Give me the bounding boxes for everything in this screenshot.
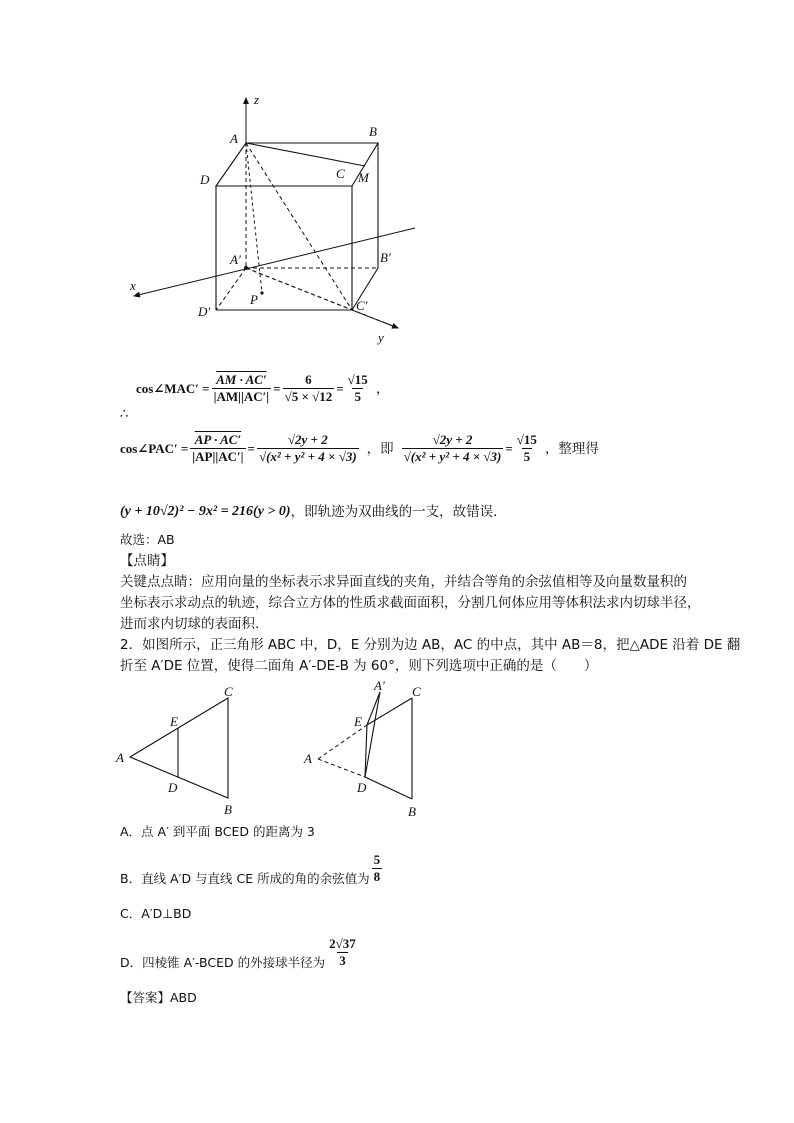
- eq1-eq: =: [273, 380, 281, 396]
- fig3-label-A: A: [304, 751, 312, 766]
- option-b: [120, 852, 384, 889]
- therefore-symbol: ∴: [120, 406, 129, 422]
- label-M: M: [358, 170, 369, 185]
- eq2-num3: √2y + 2: [432, 432, 473, 447]
- option-b-num: 5: [373, 852, 381, 867]
- label-B: B: [369, 124, 377, 139]
- label-D: D: [200, 172, 210, 187]
- problem2-line-1: 2．如图所示，正三角形 ABC 中，D，E 分别为边 AB，AC 的中点，其中 AB＝8，把△ADE 沿着 DE 翻: [120, 637, 741, 653]
- fig3-label-E: E: [354, 714, 362, 729]
- eq1-eq2: =: [336, 380, 344, 396]
- eq2-den: |AP||AC′|: [192, 449, 244, 464]
- eq1-num: AM · AC′: [216, 372, 267, 387]
- option-b-text: B．直线 A′D 与直线 CE 所成的角的余弦值为: [120, 871, 370, 886]
- option-d-text: D．四棱锥 A′-BCED 的外接球半径为: [120, 955, 326, 970]
- eq2-tail: ，整理得: [544, 440, 599, 457]
- fig2-label-D: D: [168, 780, 178, 795]
- eq1-frac3: [346, 372, 370, 405]
- eq2-sep: ，即: [366, 440, 394, 457]
- eq2-eq3: =: [505, 440, 513, 456]
- eq2-frac1: [190, 432, 245, 465]
- fig2-label-C: C: [224, 684, 233, 699]
- label-P: P: [250, 292, 258, 307]
- dianjing-line-2: 坐标表示求动点的轨迹，综合立方体的性质求截面面积，分割几何体应用等体积法求内切球半径，: [120, 595, 701, 611]
- equation-3: [120, 502, 497, 522]
- eq2-frac4: [515, 432, 539, 465]
- eq1-lhs: cos∠MAC′ =: [136, 380, 210, 396]
- eq2-num2: √2y + 2: [287, 432, 328, 447]
- label-A: A: [230, 131, 238, 146]
- eq3-expr: (y + 10√2)² − 9x² = 216(y > 0): [120, 504, 291, 519]
- problem2-line-2: 折至 A′DE 位置，使得二面角 A′-DE-B 为 60°，则下列选项中正确的是（ ）: [120, 658, 598, 674]
- option-c: C．A′D⊥BD: [120, 906, 192, 921]
- eq1-den2: √5 × √12: [284, 389, 333, 404]
- eq2-num4: √15: [516, 432, 537, 447]
- choice-line: 故选：AB: [120, 532, 175, 547]
- eq2-lhs: cos∠PAC′ =: [120, 440, 189, 456]
- label-z: z: [254, 92, 260, 107]
- cube-figure: [120, 88, 420, 350]
- label-x: x: [130, 278, 136, 293]
- dianjing-line-3: 进而求内切球的表面积.: [120, 616, 260, 632]
- eq2-den3: √(x² + y² + 4 × √3): [403, 449, 502, 464]
- eq2-den4: 5: [523, 449, 531, 464]
- dianjing-title: 【点睛】: [120, 553, 174, 569]
- eq1-num3: √15: [347, 372, 368, 387]
- fig2-label-E: E: [170, 714, 178, 729]
- fig3-label-B: B: [408, 804, 416, 819]
- eq2-den2: √(x² + y² + 4 × √3): [258, 449, 357, 464]
- eq3-tail: ，即轨迹为双曲线的一支，故错误.: [290, 504, 498, 520]
- answer-line: 【答案】ABD: [120, 990, 197, 1005]
- folded-triangle-figure: [300, 676, 436, 822]
- option-d-num: 2√37: [329, 936, 356, 951]
- label-C: C: [336, 166, 345, 181]
- eq1-frac1: [212, 372, 272, 405]
- eq1-comma: ，: [375, 380, 390, 397]
- triangle-figure: [112, 684, 252, 822]
- option-b-den: 8: [373, 869, 381, 884]
- option-d: [120, 936, 360, 973]
- fig3-label-C: C: [412, 684, 421, 699]
- eq1-den3: 5: [354, 389, 361, 404]
- fig2-label-B: B: [224, 802, 232, 817]
- fig2-label-A: A: [116, 750, 124, 765]
- eq2-frac2: [257, 432, 359, 465]
- label-y: y: [378, 330, 384, 345]
- eq1-frac2: [283, 372, 335, 405]
- eq2-eq: =: [247, 440, 255, 456]
- eq1-den: |AM||AC′|: [213, 389, 270, 404]
- eq2-frac3: [402, 432, 504, 465]
- equation-1: [136, 372, 389, 405]
- fig3-label-D: D: [357, 780, 367, 795]
- label-B-prime: B′: [380, 250, 391, 265]
- label-D-prime: D′: [198, 304, 211, 319]
- dianjing-line-1: 关键点点睛：应用向量的坐标表示求异面直线的夹角，并结合等角的余弦值相等及向量数量积的: [120, 574, 687, 590]
- option-b-frac: [372, 852, 383, 885]
- label-C-prime: C′: [356, 298, 368, 313]
- option-a: A．点 A′ 到平面 BCED 的距离为 3: [120, 824, 315, 839]
- eq1-num2: 6: [305, 372, 312, 387]
- option-d-den: 3: [339, 953, 346, 968]
- eq2-num: AP · AC′: [194, 432, 242, 447]
- fig3-label-A-prime: A′: [374, 678, 385, 693]
- label-A-prime: A′: [230, 252, 241, 267]
- equation-2: [120, 432, 599, 465]
- option-d-frac: [327, 936, 358, 969]
